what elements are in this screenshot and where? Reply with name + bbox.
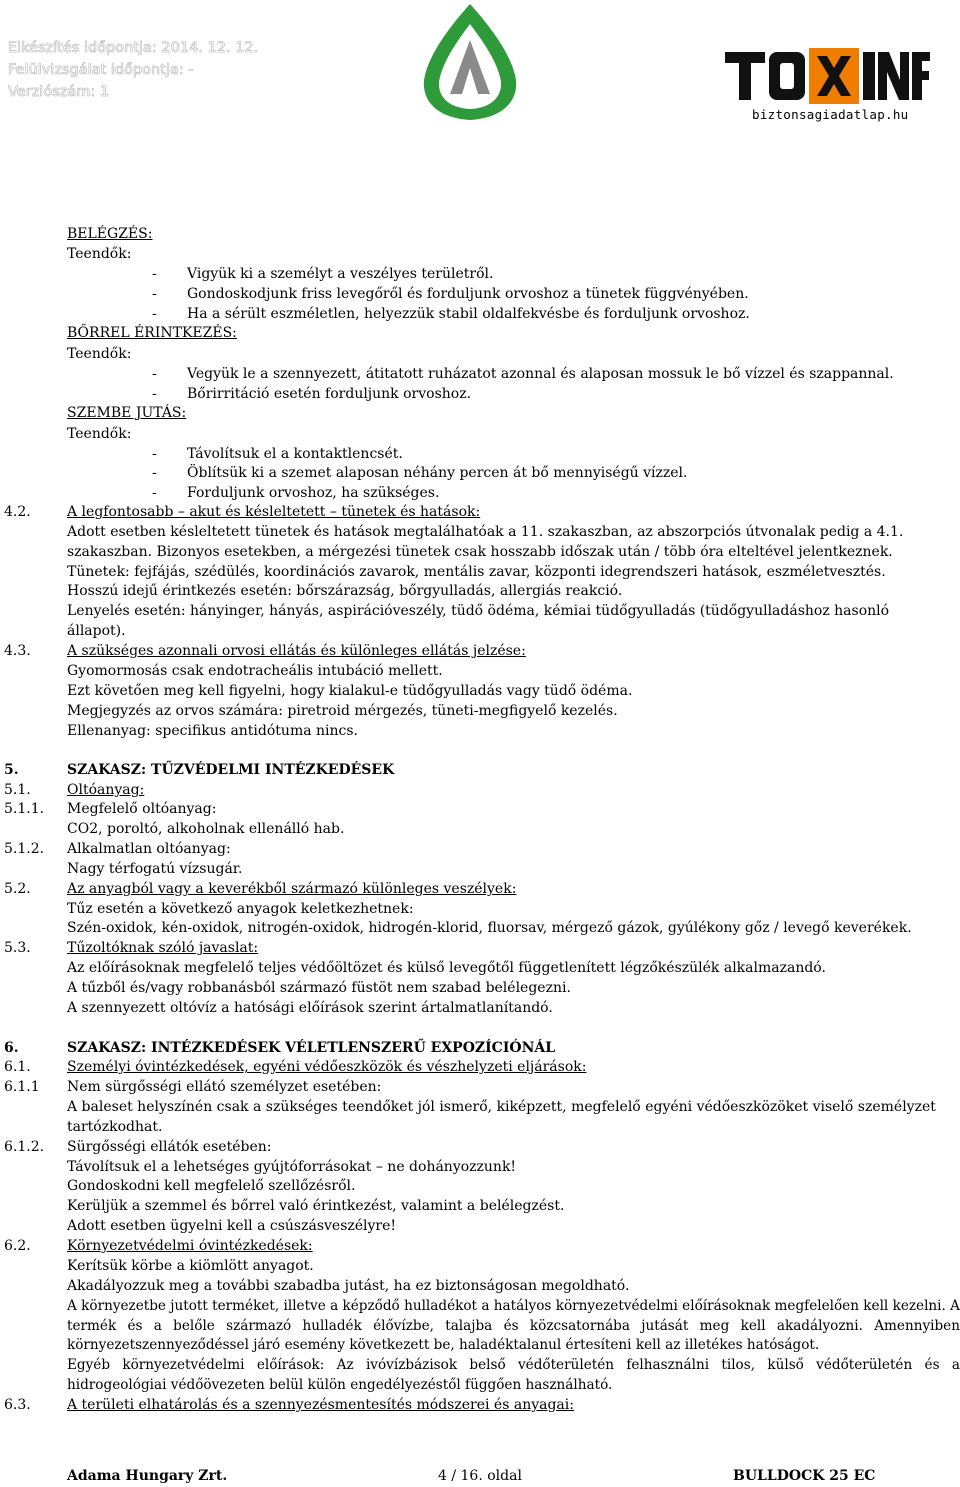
section-title: SZAKASZ: TŰZVÉDELMI INTÉZKEDÉSEK: [67, 762, 395, 778]
section-number: 6.: [4, 1040, 19, 1056]
toxinfo-url: biztonsagiadatlap.hu: [752, 107, 909, 122]
list-dash: -: [152, 485, 157, 501]
subsection-heading: Megfelelő oltóanyag:: [67, 801, 217, 817]
paragraph-line: CO2, poroltó, alkoholnak ellenálló hab.: [67, 821, 345, 837]
paragraph-line: Ellenanyag: specifikus antidótuma nincs.: [67, 723, 359, 739]
paragraph-line: Ezt követően meg kell figyelni, hogy kialakul-e tüdőgyulladás vagy tüdő ödéma.: [67, 683, 633, 699]
adama-logo: [422, 2, 518, 122]
section-number: 4.3.: [4, 643, 31, 659]
subsection-heading: A területi elhatárolás és a szennyezésmentesítés módszerei és anyagai:: [67, 1397, 574, 1413]
list-item: Vegyük le a szennyezett, átitatott ruházatot azonnal és alaposan mossuk le bő vízzel és szappannal.: [187, 366, 894, 382]
paragraph-line: Tűz esetén a következő anyagok keletkezhetnek:: [67, 901, 414, 917]
paragraph-line: Kerüljük a szemmel és bőrrel való érintkezést, valamint a belélegzést.: [67, 1198, 565, 1214]
paragraph-line: Lenyelés esetén: hányinger, hányás, aspirációveszély, tüdő ödéma, kémiai tüdőgyulladás (tüdőgyulladáshoz hasonló: [67, 603, 890, 619]
section-number: 5.1.: [4, 782, 31, 798]
list-dash: -: [152, 465, 157, 481]
subsection-heading: Sürgősségi ellátók esetében:: [67, 1139, 272, 1155]
list-dash: -: [152, 386, 157, 402]
footer-company: Adama Hungary Zrt.: [67, 1468, 228, 1484]
meta-reviewed: Felülvizsgálat időpontja: -: [8, 62, 194, 78]
list-dash: -: [152, 286, 157, 302]
section-number: 5.1.1.: [4, 801, 45, 817]
eye-contact-heading: SZEMBE JUTÁS:: [67, 405, 187, 421]
paragraph-line: állapot).: [67, 623, 126, 639]
paragraph-line: A tűzből és/vagy robbanásból származó füstöt nem szabad belélegezni.: [67, 980, 571, 996]
paragraph-line: A baleset helyszínén csak a szükséges teendőket jól ismerő, kiképzett, megfelelő egyéni védőeszközöket viselő személyzet: [67, 1099, 936, 1115]
paragraph-line: Hosszú idejű érintkezés esetén: bőrszárazság, bőrgyulladás, allergiás reakció.: [67, 583, 623, 599]
paragraph-line: Távolítsuk el a lehetséges gyújtóforrásokat – ne dohányozzunk!: [67, 1159, 517, 1175]
footer-product: BULLDOCK 25 EC: [733, 1468, 876, 1484]
subsection-heading: Nem sürgősségi ellátó személyzet esetében:: [67, 1079, 382, 1095]
section-number: 4.2.: [4, 504, 31, 520]
paragraph-line: Gyomormosás csak endotracheális intubáció mellett.: [67, 663, 443, 679]
paragraph-justified: Egyéb környezetvédelmi előírások: Az ivóvízbázisok belső védőterületén felhasználni tilos, külső védőterületén és a hidrogeológiai védőövezeten belül külön engedélyezéstől függően használható.: [67, 1357, 960, 1393]
section-number: 5.2.: [4, 881, 31, 897]
paragraph-line: Akadályozzuk meg a további szabadba jutást, ha ez biztonságosan megoldható.: [67, 1278, 630, 1294]
paragraph-line: szakaszban. Bizonyos esetekben, a mérgezési tünetek csak hosszabb időszak után / több óra elteltével jelentkeznek.: [67, 544, 893, 560]
paragraph-line: Kerítsük körbe a kiömlött anyagot.: [67, 1258, 314, 1274]
paragraph-line: Megjegyzés az orvos számára: piretroid mérgezés, tüneti-megfigyelő kezelés.: [67, 703, 618, 719]
list-item: Bőrirritáció esetén forduljunk orvoshoz.: [187, 386, 472, 402]
list-item: Vigyük ki a személyt a veszélyes területről.: [187, 266, 494, 282]
subsection-heading: Oltóanyag:: [67, 782, 145, 798]
list-item: Forduljunk orvoshoz, ha szükséges.: [187, 485, 440, 501]
list-dash: -: [152, 306, 157, 322]
subsection-heading: Környezetvédelmi óvintézkedések:: [67, 1238, 313, 1254]
list-item: Öblítsük ki a szemet alaposan néhány percen át bő mennyiségű vízzel.: [187, 465, 688, 481]
section-number: 6.2.: [4, 1238, 31, 1254]
paragraph-line: A szennyezett oltóvíz a hatósági előírások szerint ártalmatlanítandó.: [67, 1000, 553, 1016]
subsection-heading: A szükséges azonnali orvosi ellátás és különleges ellátás jelzése:: [67, 643, 526, 659]
section-title: SZAKASZ: INTÉZKEDÉSEK VÉLETLENSZERŰ EXPOZÍCIÓNÁL: [67, 1040, 556, 1056]
section-number: 6.1.1: [4, 1079, 40, 1095]
section-number: 5.3.: [4, 940, 31, 956]
subsection-heading: Az anyagból vagy a keverékből származó különleges veszélyek:: [67, 881, 517, 897]
paragraph-line: Az előírásoknak megfelelő teljes védőöltözet és külső levegőtől függetlenített légzőkészülék alkalmazandó.: [67, 960, 826, 976]
eye-todo: Teendők:: [67, 426, 132, 442]
list-dash: -: [152, 366, 157, 382]
list-item: Ha a sérült eszméletlen, helyezzük stabil oldalfekvésbe és forduljunk orvoshoz.: [187, 306, 750, 322]
subsection-heading: A legfontosabb – akut és késleltetett – tünetek és hatások:: [67, 504, 481, 520]
toxinfo-logo: [725, 46, 943, 106]
paragraph-line: Adott esetben késleltetett tünetek és hatások megtalálhatóak a 11. szakaszban, az abszorpciós útvonalak pedig a 4.1.: [67, 524, 904, 540]
list-item: Gondoskodjunk friss levegőről és forduljunk orvoshoz a tünetek függvényében.: [187, 286, 749, 302]
paragraph-line: Gondoskodni kell megfelelő szellőzésről.: [67, 1178, 356, 1194]
paragraph-line: Nagy térfogatú vízsugár.: [67, 861, 243, 877]
meta-version: Verziószám: 1: [8, 84, 110, 100]
subsection-heading: Alkalmatlan oltóanyag:: [67, 841, 231, 857]
inhalation-todo: Teendők:: [67, 246, 132, 262]
subsection-heading: Tűzoltóknak szóló javaslat:: [67, 940, 259, 956]
inhalation-heading: BELÉGZÉS:: [67, 226, 153, 242]
skin-todo: Teendők:: [67, 346, 132, 362]
list-dash: -: [152, 446, 157, 462]
paragraph-line: tartózkodhat.: [67, 1119, 163, 1135]
section-number: 6.1.: [4, 1059, 31, 1075]
section-number: 5.: [4, 762, 19, 778]
section-number: 6.1.2.: [4, 1139, 45, 1155]
list-dash: -: [152, 266, 157, 282]
paragraph-line: Szén-oxidok, kén-oxidok, nitrogén-oxidok, hidrogén-klorid, fluorsav, mérgező gázok, gyúlékony gőz / levegő keverékek.: [67, 920, 912, 936]
section-number: 5.1.2.: [4, 841, 45, 857]
list-item: Távolítsuk el a kontaktlencsét.: [187, 446, 403, 462]
paragraph-line: Tünetek: fejfájás, szédülés, koordinációs zavarok, mentális zavar, központi idegrendszeri hatások, eszméletvesztés.: [67, 564, 886, 580]
paragraph-justified: A környezetbe jutott terméket, illetve a képződő hulladékot a hatályos környezetvédelmi előírásoknak megfelelően kell kezelni. A termék és a belőle származó hulladék élővízbe, talajba és közcsatornába jutását meg kell akadályozni. Amennyiben környezetszennyeződéssel járó esemény következett be, haladéktalanul értesíteni kell az illetékes hatóságot.: [67, 1298, 960, 1354]
section-number: 6.3.: [4, 1397, 31, 1413]
paragraph-line: Adott esetben ügyelni kell a csúszásveszélyre!: [67, 1218, 397, 1234]
footer-page-number: 4 / 16. oldal: [438, 1468, 522, 1484]
meta-created: Elkészítés időpontja: 2014. 12. 12.: [8, 40, 259, 56]
subsection-heading: Személyi óvintézkedések, egyéni védőeszközök és vészhelyzeti eljárások:: [67, 1059, 587, 1075]
document-meta: [8, 37, 348, 103]
skin-contact-heading: BŐRREL ÉRINTKEZÉS:: [67, 325, 237, 341]
